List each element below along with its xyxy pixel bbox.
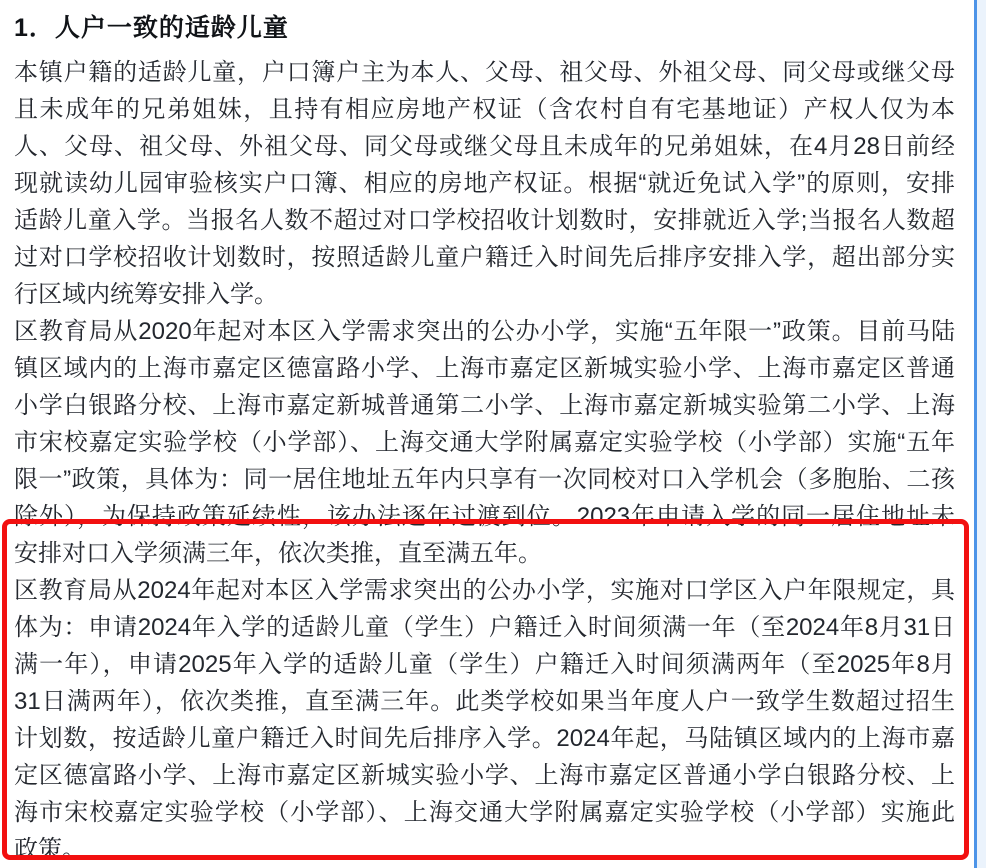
text-line: 镇区域内的上海市嘉定区德富路小学、上海市嘉定区新城实验小学、上海市嘉定区普通 (14, 355, 955, 382)
text-line: 过对口学校招收计划数时，按照适龄儿童户籍迁入时间先后排序安排入学，超出部分实 (14, 244, 955, 271)
text-line: 区教育局从2020年起对本区入学需求突出的公办小学，实施“五年限一”政策。目前马陆 (14, 318, 955, 345)
text-line: 除外），为保持政策延续性，该办法逐年过渡到位。2023年申请入学的同一居住地址未 (14, 503, 955, 530)
text-line: 行区域内统筹安排入学。 (14, 281, 278, 308)
text-line: 现就读幼儿园审验核实户口簿、相应的房地产权证。根据“就近免试入学”的原则，安排 (14, 170, 955, 197)
text-line: 满一年），申请2025年入学的适龄儿童（学生）户籍迁入时间须满两年（至2025年8月 (14, 651, 955, 678)
section-heading: 1．人户一致的适龄儿童 (14, 14, 289, 42)
page-edge-strip (977, 0, 986, 868)
text-line: 人、父母、祖父母、外祖父母、同父母或继父母且未成年的兄弟姐妹，在4月28日前经 (14, 133, 955, 160)
text-line: 海市宋校嘉定实验学校（小学部）、上海交通大学附属嘉定实验学校（小学部）实施此 (14, 799, 955, 826)
text-line: 计划数，按适龄儿童户籍迁入时间先后排序入学。2024年起，马陆镇区域内的上海市嘉 (14, 725, 955, 752)
text-line: 体为：申请2024年入学的适龄儿童（学生）户籍迁入时间须满一年（至2024年8月31日 (14, 614, 955, 641)
text-line: 31日满两年），依次类推，直至满三年。此类学校如果当年度人户一致学生数超过招生 (14, 688, 955, 715)
text-line: 且未成年的兄弟姐妹，且持有相应房地产权证（含农村自有宅基地证）产权人仅为本 (14, 96, 955, 123)
text-line: 适龄儿童入学。当报名人数不超过对口学校招收计划数时，安排就近入学;当报名人数超 (14, 207, 955, 234)
body-text (14, 54, 955, 868)
text-line: 市宋校嘉定实验学校（小学部）、上海交通大学附属嘉定实验学校（小学部）实施“五年 (14, 429, 955, 456)
text-line: 小学白银路分校、上海市嘉定新城普通第二小学、上海市嘉定新城实验第二小学、上海 (14, 392, 955, 419)
text-line: 政策。 (14, 836, 86, 863)
text-line: 本镇户籍的适龄儿童，户口簿户主为本人、父母、祖父母、外祖父母、同父母或继父母 (14, 59, 955, 86)
text-line: 定区德富路小学、上海市嘉定区新城实验小学、上海市嘉定区普通小学白银路分校、上 (14, 762, 955, 789)
text-line: 限一”政策，具体为：同一居住地址五年内只享有一次同校对口入学机会（多胞胎、二孩 (14, 466, 955, 493)
article-content (14, 8, 955, 868)
text-line: 区教育局从2024年起对本区入学需求突出的公办小学，实施对口学区入户年限规定，具 (14, 577, 955, 604)
text-line: 安排对口入学须满三年，依次类推，直至满五年。 (14, 540, 542, 567)
